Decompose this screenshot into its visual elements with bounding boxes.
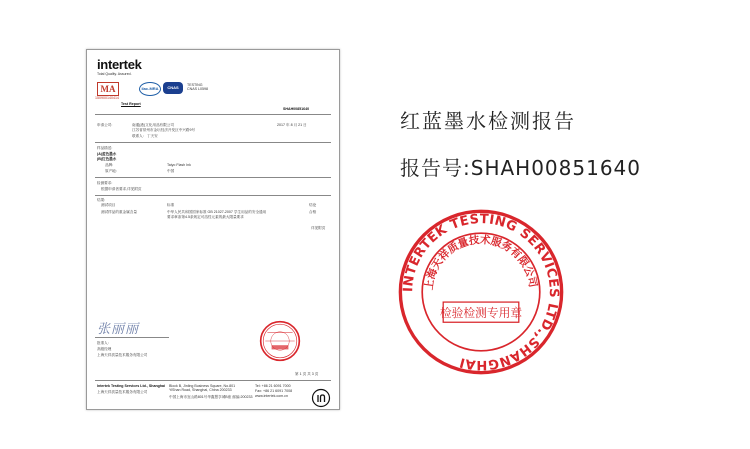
ma-number: 150900140414 bbox=[95, 96, 119, 100]
table-row-item: 测试样品的重金属含量 bbox=[101, 210, 137, 214]
report-document bbox=[86, 49, 340, 410]
table-row-result: 合格 bbox=[309, 210, 317, 214]
page-info: 第 1 页 共 3 页 bbox=[295, 372, 319, 376]
report-number: SHAH00851640 bbox=[283, 107, 310, 111]
applicant-address: 江苏省常州市金坛经济开发区中兴路9号 bbox=[132, 128, 196, 132]
contact-label: 联系人: bbox=[132, 134, 144, 138]
divider bbox=[95, 114, 331, 115]
divider bbox=[95, 177, 331, 178]
table-col-method: 标准 bbox=[167, 203, 175, 207]
footer-company: Intertek Testing Services Ltd., Shanghai bbox=[97, 384, 166, 388]
divider bbox=[95, 142, 331, 143]
intertek-logo: intertek bbox=[97, 57, 142, 72]
report-number-value: SHAH00851640 bbox=[470, 156, 642, 180]
applicant-name: 南通(港)文化用品有限公司 bbox=[132, 123, 174, 127]
page-title: 红蓝墨水检测报告 bbox=[400, 109, 576, 133]
stamp-center-text: 检验检测专用章 bbox=[439, 306, 523, 321]
continue-note: 详见附页 bbox=[311, 226, 326, 230]
stamp-inner-text: 上海天祥质量技术服务有限公司 bbox=[423, 234, 539, 291]
brand-label: 品牌: bbox=[105, 163, 114, 167]
intertek-badge-icon bbox=[311, 388, 331, 408]
signer-title: 高级经理 bbox=[97, 347, 112, 351]
footer-web: www.intertek.com.cn bbox=[255, 394, 288, 398]
applicant-label: 申请公司: bbox=[97, 123, 113, 127]
table-row-method-2: 要求章条第4.5条规定可溶性元素的最大限量要求 bbox=[167, 215, 244, 219]
test-request-label: 检测要求: bbox=[97, 181, 113, 185]
footer-tel: Tel: +86 21 6091 7000 bbox=[255, 384, 291, 388]
signer-company: 上海天祥质量技术服务有限公司 bbox=[97, 353, 148, 357]
brand-value: Taiyo Flash Ink bbox=[167, 163, 191, 167]
footer-address: Block B, Jinling Business Square, No.801 YiShan Road, Shanghai, China 200233 bbox=[169, 384, 236, 393]
ilac-logo: ilac-MRA bbox=[139, 82, 161, 96]
footer-company-cn: 上海天祥质量技术服务有限公司 bbox=[97, 390, 148, 394]
report-number-label: 报告号: bbox=[400, 156, 471, 180]
cnas-logo: CNAS bbox=[163, 82, 183, 94]
sample-name-a: (A)蓝色墨水 bbox=[97, 152, 117, 156]
contact-name: 丁天安 bbox=[147, 134, 158, 138]
report-number-line bbox=[400, 152, 641, 181]
ma-mark: MA bbox=[97, 82, 119, 96]
signature: 张丽丽 bbox=[97, 322, 140, 337]
conclusion-label: 结果: bbox=[97, 198, 106, 202]
sample-section-label: 样品描述: bbox=[97, 146, 113, 150]
document-stamp bbox=[259, 320, 301, 362]
divider bbox=[95, 195, 331, 196]
sample-name-b: (B)红色墨水 bbox=[97, 157, 117, 161]
official-stamp bbox=[397, 208, 565, 376]
intertek-tagline: Total Quality. Assured. bbox=[97, 72, 132, 76]
stamp-outer-text: INTERTEK TESTING SERVICES LTD.,SHANGHAI bbox=[401, 211, 561, 372]
origin-label: 原产地: bbox=[105, 169, 117, 173]
report-type: Test Report bbox=[121, 102, 141, 106]
signer-label: 批准人: bbox=[97, 341, 109, 345]
report-date: 2017 年 8 月 21 日 bbox=[277, 123, 307, 127]
table-row-method-1: 中华人民共和国国家标准 GB 21027-2007 学生用品的安全通用 bbox=[167, 210, 267, 214]
table-col-result: 结论 bbox=[309, 203, 317, 207]
signature-line bbox=[95, 337, 169, 338]
cnas-subtext: TESTING CNAS L0598 bbox=[187, 83, 208, 92]
table-col-item: 测试项目 bbox=[101, 203, 116, 207]
footer-fax: Fax: +86 21 6091 7008 bbox=[255, 389, 293, 393]
origin-value: 中国 bbox=[167, 169, 175, 173]
footer-address-cn: 中国上海市宜山路801号华鑫慧享城B座 邮编:200233 bbox=[169, 395, 253, 399]
footer-divider bbox=[95, 380, 331, 381]
test-request-text: 根据申请者要求,详见附页 bbox=[101, 187, 142, 191]
